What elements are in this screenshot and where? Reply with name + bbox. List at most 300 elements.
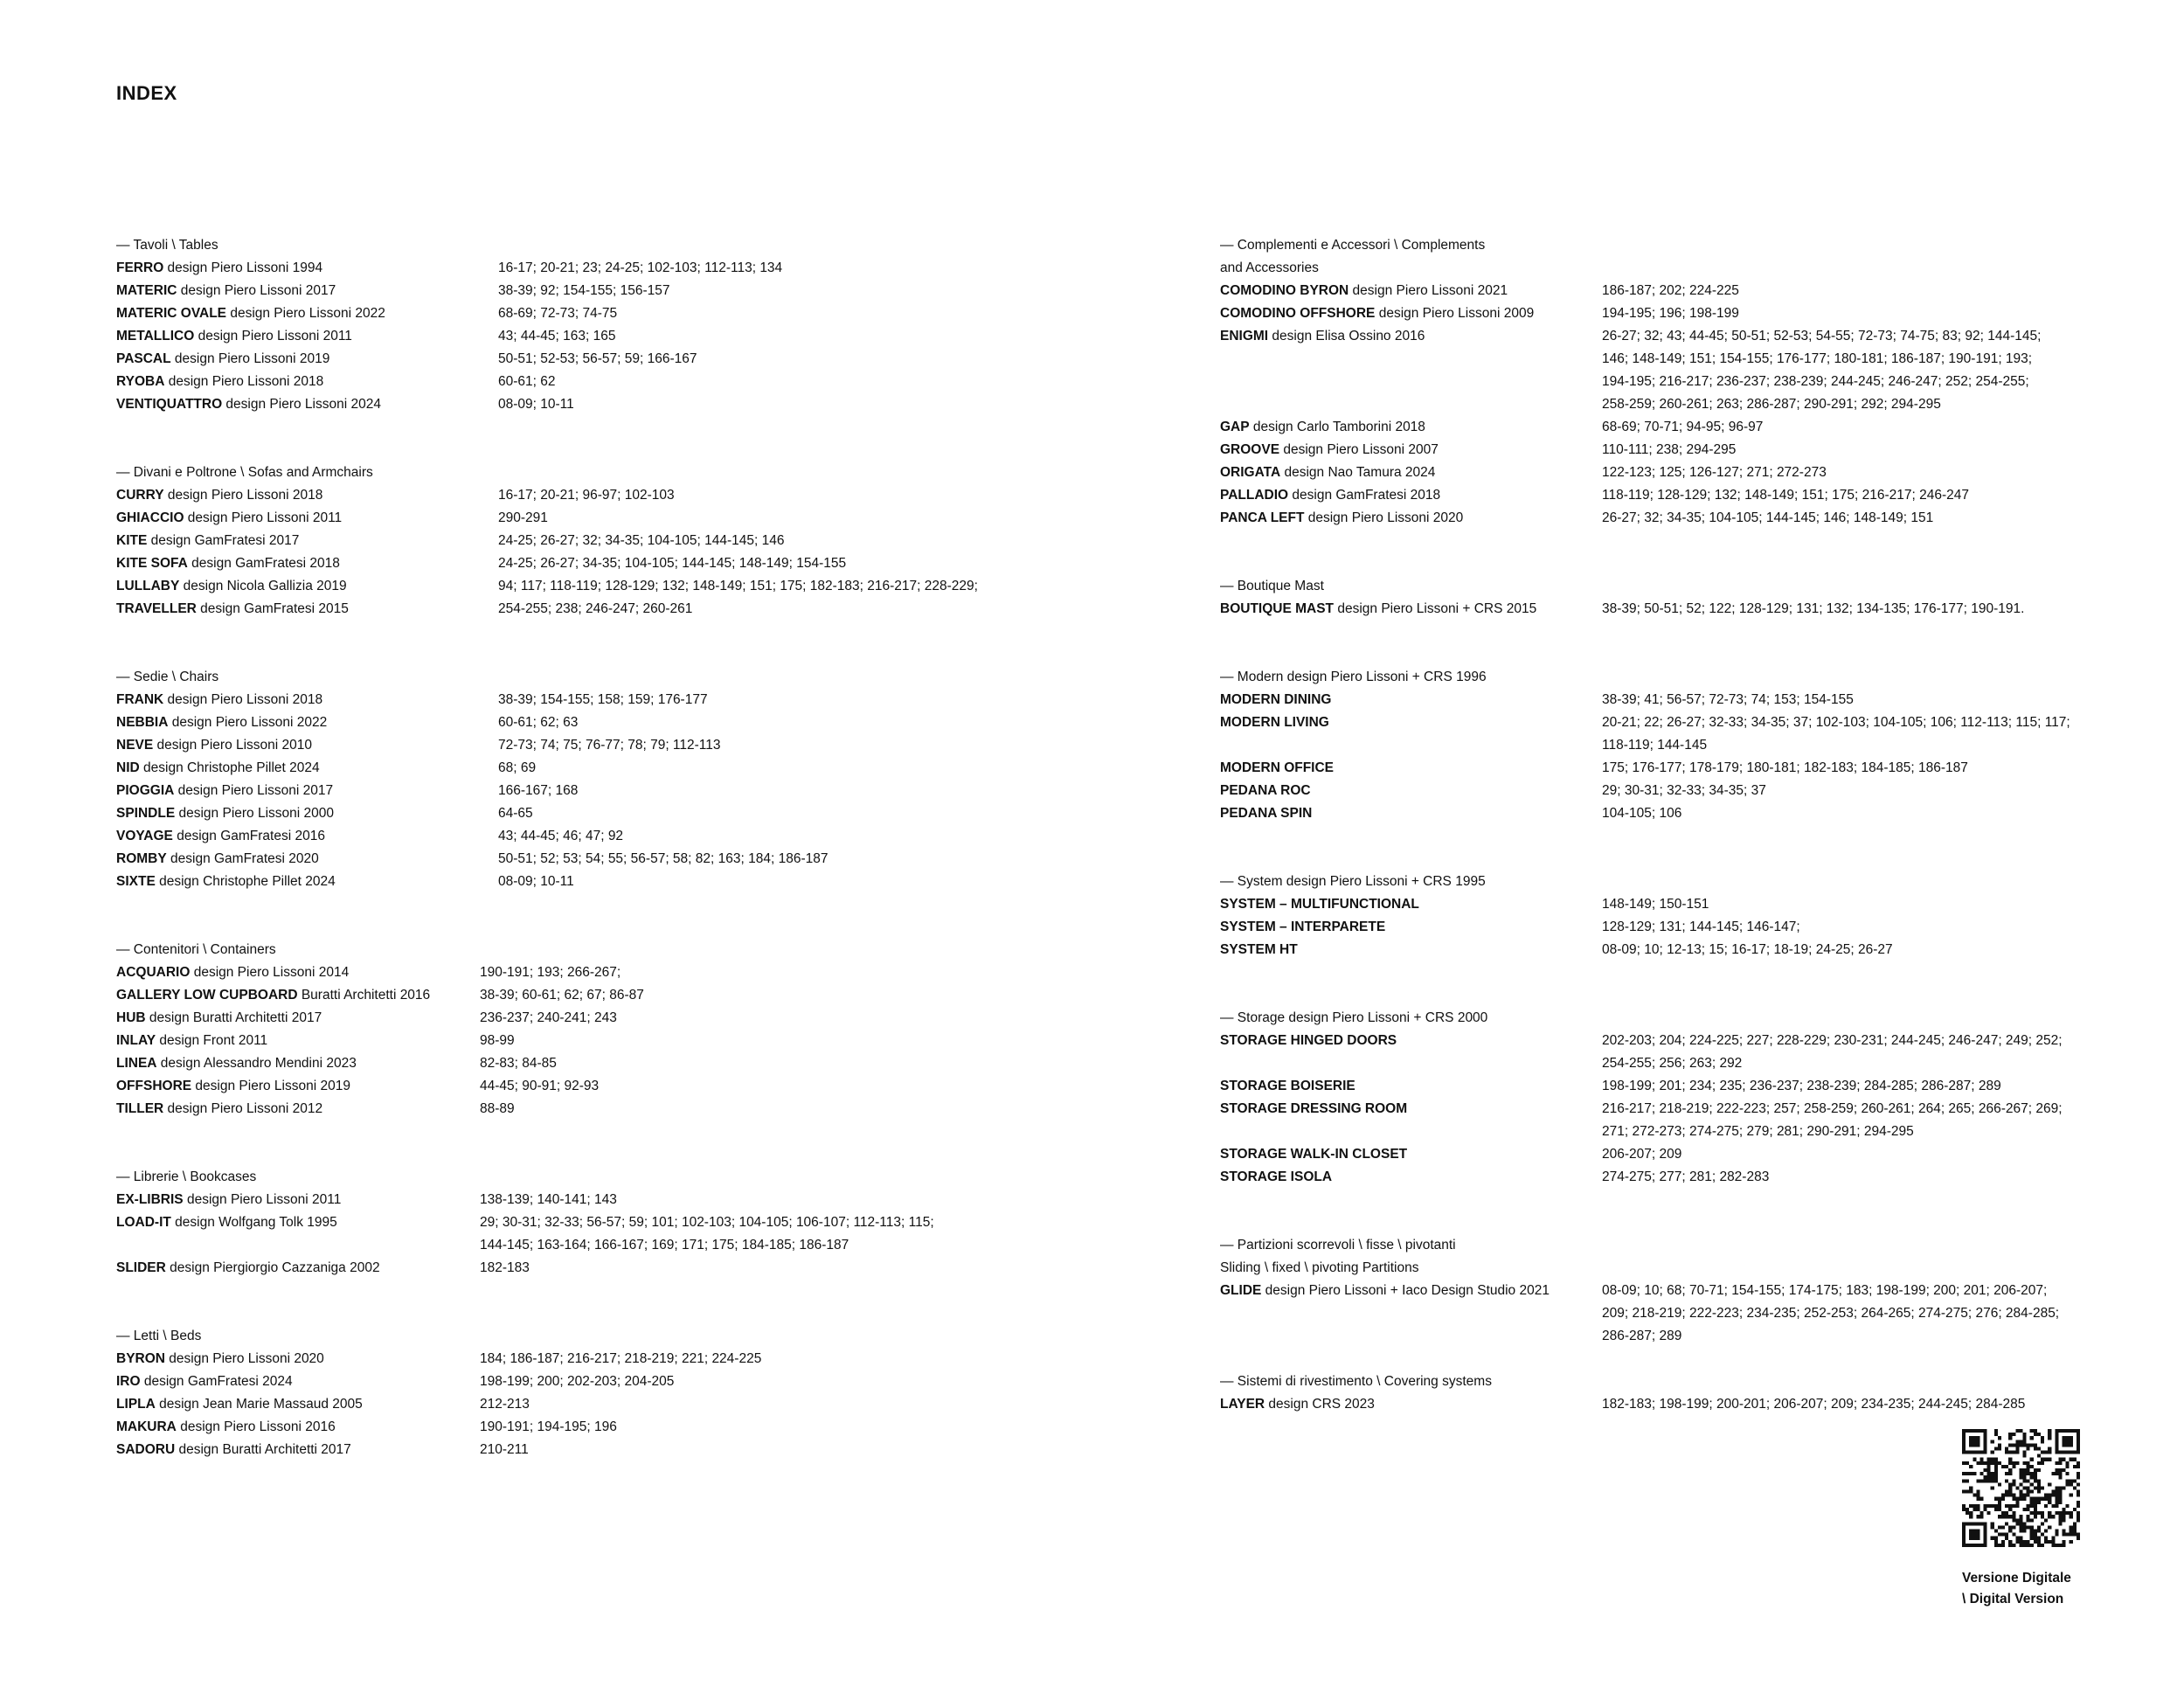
- page-numbers: 175; 176-177; 178-179; 180-181; 182-183; 184-185; 186-187: [1602, 760, 1968, 775]
- product-name: ROMBY: [116, 851, 167, 866]
- index-entry-enigmi: [1220, 325, 2129, 416]
- entry-product: [1220, 1280, 1602, 1348]
- product-name: PALLADIO: [1220, 488, 1289, 503]
- index-entry-linea: [116, 1052, 1025, 1075]
- index-section: [1220, 575, 2129, 621]
- index-entry-inlay: [116, 1030, 1025, 1052]
- product-name: LINEA: [116, 1056, 157, 1071]
- entry-product: [116, 1370, 480, 1393]
- entry-product: [116, 1257, 480, 1280]
- entry-product: [116, 1348, 480, 1370]
- page-numbers: 68-69; 72-73; 74-75: [498, 306, 618, 321]
- product-name: SIXTE: [116, 874, 156, 889]
- product-designer: design Christophe Pillet 2024: [139, 760, 320, 775]
- entry-product: [116, 780, 498, 802]
- index-entry-byron: [116, 1348, 1025, 1370]
- index-entry-tiller: [116, 1098, 1025, 1121]
- index-entry-pioggia: [116, 780, 1025, 802]
- product-designer: design Piero Lissoni 1994: [163, 260, 323, 275]
- entry-product: [1220, 780, 1602, 802]
- entry-product: [1220, 1143, 1602, 1166]
- index-entry-ryoba: [116, 371, 1025, 393]
- entry-product: [1220, 939, 1602, 961]
- index-entry-romby: [116, 848, 1025, 871]
- section-heading: — Librerie \ Bookcases: [116, 1169, 257, 1184]
- product-designer: design Piero Lissoni 2022: [168, 715, 328, 730]
- product-name: GHIACCIO: [116, 510, 184, 525]
- page-numbers: 128-129; 131; 144-145; 146-147;: [1602, 919, 1800, 934]
- product-name: METALLICO: [116, 329, 195, 343]
- product-name: ORIGATA: [1220, 465, 1281, 480]
- product-name: GLIDE: [1220, 1283, 1262, 1298]
- product-designer: design Piero Lissoni 2018: [164, 374, 324, 389]
- page-numbers: 60-61; 62; 63: [498, 715, 579, 730]
- product-designer: design Piero Lissoni 2019: [170, 351, 330, 366]
- entry-product: [116, 484, 498, 507]
- entry-product: [1220, 461, 1602, 484]
- index-entry-layer: [1220, 1393, 2129, 1416]
- index-entry-curry: [116, 484, 1025, 507]
- product-designer: design GamFratesi 2018: [1288, 488, 1441, 503]
- entry-product: [116, 1393, 480, 1416]
- product-designer: design Piero Lissoni 2018: [163, 692, 323, 707]
- entry-product: [116, 371, 498, 393]
- product-designer: design Piero Lissoni 2024: [222, 397, 381, 412]
- product-name: HUB: [116, 1010, 146, 1025]
- section-heading: — Boutique Mast: [1220, 579, 1324, 593]
- index-entry-storage-walk-in-closet: [1220, 1143, 2129, 1166]
- entry-product: [116, 1189, 480, 1211]
- product-designer: design Piero Lissoni 2007: [1279, 442, 1439, 457]
- index-entry-pedana-spin: [1220, 802, 2129, 825]
- product-designer: design GamFratesi 2018: [187, 556, 340, 571]
- product-name: FRANK: [116, 692, 164, 707]
- entry-product: [116, 530, 498, 552]
- entry-product: [1220, 1030, 1602, 1075]
- digital-version-caption: Versione Digitale \ Digital Version: [1962, 1571, 2071, 1606]
- index-section: [116, 461, 1025, 621]
- index-section: [1220, 1370, 2129, 1416]
- index-entry-modern-office: [1220, 757, 2129, 780]
- product-designer: design GamFratesi 2017: [147, 533, 300, 548]
- product-name: PASCAL: [116, 351, 171, 366]
- product-name: PANCA LEFT: [1220, 510, 1305, 525]
- entry-product: [116, 598, 498, 621]
- page-numbers: 38-39; 92; 154-155; 156-157: [498, 283, 670, 298]
- page-numbers: 206-207; 209: [1602, 1147, 1682, 1162]
- page-numbers: 182-183; 198-199; 200-201; 206-207; 209; 234-235; 244-245; 284-285: [1602, 1397, 2026, 1412]
- product-name: STORAGE DRESSING ROOM: [1220, 1101, 1408, 1116]
- product-name: PEDANA ROC: [1220, 783, 1311, 798]
- product-designer: design Elisa Ossino 2016: [1268, 329, 1425, 343]
- entry-product: [116, 1098, 480, 1121]
- entry-product: [1220, 711, 1602, 757]
- page-numbers: 198-199; 200; 202-203; 204-205: [480, 1374, 675, 1389]
- entry-product: [1220, 484, 1602, 507]
- page-numbers: 104-105; 106: [1602, 806, 1682, 821]
- index-section: [116, 1166, 1025, 1280]
- product-name: VENTIQUATTRO: [116, 397, 223, 412]
- product-designer: design Piero Lissoni + Iaco Design Studio 2021: [1261, 1283, 1550, 1298]
- section-heading: — Partizioni scorrevoli \ fisse \ pivotanti Sliding \ fixed \ pivoting Partitions: [1220, 1238, 1456, 1275]
- qr-code-icon[interactable]: [1962, 1429, 2080, 1547]
- product-name: GAP: [1220, 420, 1250, 434]
- entry-product: [116, 552, 498, 575]
- product-designer: design Buratti Architetti 2017: [145, 1010, 322, 1025]
- page-numbers: 118-119; 128-129; 132; 148-149; 151; 175; 216-217; 246-247: [1602, 488, 1969, 503]
- entry-product: [116, 280, 498, 302]
- entry-product: [1220, 1166, 1602, 1189]
- entry-product: [116, 984, 480, 1007]
- page-numbers: 24-25; 26-27; 32; 34-35; 104-105; 144-145; 146: [498, 533, 785, 548]
- product-name: STORAGE ISOLA: [1220, 1169, 1333, 1184]
- product-name: SYSTEM – MULTIFUNCTIONAL: [1220, 897, 1419, 912]
- product-name: SYSTEM – INTERPARETE: [1220, 919, 1386, 934]
- product-designer: design GamFratesi 2020: [166, 851, 319, 866]
- page-numbers: 08-09; 10; 12-13; 15; 16-17; 18-19; 24-25; 26-27: [1602, 942, 1893, 957]
- product-name: SPINDLE: [116, 806, 176, 821]
- page-numbers: 254-255; 238; 246-247; 260-261: [498, 601, 693, 616]
- index-section: [116, 939, 1025, 1121]
- product-designer: design CRS 2023: [1265, 1397, 1375, 1412]
- product-designer: design Nicola Gallizia 2019: [179, 579, 347, 593]
- product-name: SYSTEM HT: [1220, 942, 1298, 957]
- page-numbers: 16-17; 20-21; 23; 24-25; 102-103; 112-113; 134: [498, 260, 783, 275]
- index-entry-modern-dining: [1220, 689, 2129, 711]
- index-entry-system-multifunctional: [1220, 893, 2129, 916]
- index-entry-gap: [1220, 416, 2129, 439]
- page-numbers: 43; 44-45; 163; 165: [498, 329, 616, 343]
- page-numbers: 50-51; 52-53; 56-57; 59; 166-167: [498, 351, 697, 366]
- page-numbers: 72-73; 74; 75; 76-77; 78; 79; 112-113: [498, 738, 721, 753]
- page-title: INDEX: [116, 82, 177, 104]
- product-name: KITE: [116, 533, 148, 548]
- product-name: STORAGE HINGED DOORS: [1220, 1033, 1397, 1048]
- index-section: [116, 666, 1025, 893]
- product-designer: design Piero Lissoni 2018: [163, 488, 323, 503]
- index-entry-kite-sofa: [116, 552, 1025, 575]
- product-name: MODERN LIVING: [1220, 715, 1329, 730]
- product-name: LULLABY: [116, 579, 180, 593]
- product-name: MODERN DINING: [1220, 692, 1332, 707]
- product-designer: design Piero Lissoni 2010: [153, 738, 313, 753]
- entry-product: [116, 1007, 480, 1030]
- entry-product: [1220, 325, 1602, 416]
- product-designer: design Jean Marie Massaud 2005: [155, 1397, 363, 1412]
- product-name: PIOGGIA: [116, 783, 175, 798]
- page-numbers: 26-27; 32; 43; 44-45; 50-51; 52-53; 54-55; 72-73; 74-75; 83; 92; 144-145; 146; 148-149; 151; 154-155; 176-177; 180-181; 186-187; 190-191; 193; 194-195; 216-217; 236-237; 238-239; 244-245; 246-247; 252; 254-255; 258-259; 260-261; 263; 286-287; 290-291; 292; 294-295: [1602, 329, 2042, 412]
- index-entry-kite: [116, 530, 1025, 552]
- page-numbers: 29; 30-31; 32-33; 34-35; 37: [1602, 783, 1766, 798]
- product-name: RYOBA: [116, 374, 165, 389]
- page-numbers: 202-203; 204; 224-225; 227; 228-229; 230-231; 244-245; 246-247; 249; 252; 254-255; 256; 263; 292: [1602, 1033, 2063, 1071]
- index-entry-pedana-roc: [1220, 780, 2129, 802]
- index-entry-lullaby: [116, 575, 1025, 598]
- product-name: BYRON: [116, 1351, 165, 1366]
- index-entry-frank: [116, 689, 1025, 711]
- index-entry-neve: [116, 734, 1025, 757]
- entry-product: [116, 734, 498, 757]
- index-section: [1220, 234, 2129, 530]
- entry-product: [1220, 916, 1602, 939]
- product-designer: design Piero Lissoni 2019: [191, 1079, 350, 1093]
- entry-product: [116, 871, 498, 893]
- product-designer: design Piero Lissoni + CRS 2015: [1334, 601, 1537, 616]
- index-entry-iro: [116, 1370, 1025, 1393]
- page-numbers: 182-183: [480, 1260, 530, 1275]
- page-numbers: 26-27; 32; 34-35; 104-105; 144-145; 146; 148-149; 151: [1602, 510, 1934, 525]
- product-name: ACQUARIO: [116, 965, 191, 980]
- entry-product: [116, 1030, 480, 1052]
- product-name: ENIGMI: [1220, 329, 1269, 343]
- entry-product: [116, 348, 498, 371]
- product-name: STORAGE BOISERIE: [1220, 1079, 1355, 1093]
- product-designer: design Wolfgang Tolk 1995: [170, 1215, 337, 1230]
- product-name: MATERIC OVALE: [116, 306, 227, 321]
- digital-version-block: [1962, 1429, 2080, 1610]
- page-numbers: 44-45; 90-91; 92-93: [480, 1079, 600, 1093]
- index-entry-traveller: [116, 598, 1025, 621]
- index-section: [1220, 666, 2129, 825]
- product-designer: design Piero Lissoni 2011: [183, 1192, 342, 1207]
- product-name: FERRO: [116, 260, 164, 275]
- index-entry-hub: [116, 1007, 1025, 1030]
- index-entry-boutique-mast: [1220, 598, 2129, 621]
- product-name: SADORU: [116, 1442, 176, 1457]
- index-entry-sixte: [116, 871, 1025, 893]
- page-numbers: 29; 30-31; 32-33; 56-57; 59; 101; 102-103; 104-105; 106-107; 112-113; 115; 144-145; 163-164; 166-167; 169; 171; 175; 184-185; 186-187: [480, 1215, 934, 1252]
- index-entry-materic: [116, 280, 1025, 302]
- page-numbers: 08-09; 10; 68; 70-71; 154-155; 174-175; 183; 198-199; 200; 201; 206-207; 209; 218-219; 222-223; 234-235; 252-253; 264-265; 274-275; 276; 284-285; 286-287; 289: [1602, 1283, 2060, 1343]
- page-numbers: 186-187; 202; 224-225: [1602, 283, 1739, 298]
- entry-product: [116, 575, 498, 598]
- index-section: [116, 234, 1025, 416]
- entry-product: [116, 848, 498, 871]
- index-entry-modern-living: [1220, 711, 2129, 757]
- entry-product: [1220, 1075, 1602, 1098]
- index-entry-spindle: [116, 802, 1025, 825]
- page-numbers: 94; 117; 118-119; 128-129; 132; 148-149; 151; 175; 182-183; 216-217; 228-229;: [498, 579, 978, 593]
- index-entry-storage-boiserie: [1220, 1075, 2129, 1098]
- entry-product: [1220, 893, 1602, 916]
- product-designer: design Buratti Architetti 2017: [175, 1442, 351, 1457]
- index-entry-slider: [116, 1257, 1025, 1280]
- page-numbers: 38-39; 154-155; 158; 159; 176-177: [498, 692, 708, 707]
- entry-product: [116, 507, 498, 530]
- index-entry-pascal: [116, 348, 1025, 371]
- index-entry-load-it: [116, 1211, 1025, 1257]
- entry-product: [1220, 507, 1602, 530]
- page-numbers: 20-21; 22; 26-27; 32-33; 34-35; 37; 102-103; 104-105; 106; 112-113; 115; 117; 118-119; 144-145: [1602, 715, 2070, 753]
- entry-product: [116, 325, 498, 348]
- product-designer: design Piergiorgio Cazzaniga 2002: [165, 1260, 380, 1275]
- index-column-right: [1220, 234, 2129, 1461]
- index-entry-palladio: [1220, 484, 2129, 507]
- product-name: PEDANA SPIN: [1220, 806, 1313, 821]
- index-entry-ventiquattro: [116, 393, 1025, 416]
- entry-product: [116, 825, 498, 848]
- index-entry-comodino-byron: [1220, 280, 2129, 302]
- product-name: GALLERY LOW CUPBOARD: [116, 988, 298, 1003]
- product-designer: design GamFratesi 2024: [140, 1374, 293, 1389]
- index-entry-ghiaccio: [116, 507, 1025, 530]
- entry-product: [116, 711, 498, 734]
- index-entry-offshore: [116, 1075, 1025, 1098]
- entry-product: [116, 302, 498, 325]
- page-numbers: 290-291: [498, 510, 548, 525]
- product-name: KITE SOFA: [116, 556, 188, 571]
- index-entry-acquario: [116, 961, 1025, 984]
- index-entry-panca-left: [1220, 507, 2129, 530]
- page-numbers: 166-167; 168: [498, 783, 579, 798]
- page-numbers: 212-213: [480, 1397, 530, 1412]
- product-name: SLIDER: [116, 1260, 166, 1275]
- product-name: MODERN OFFICE: [1220, 760, 1335, 775]
- product-name: NEVE: [116, 738, 154, 753]
- page-numbers: 08-09; 10-11: [498, 397, 574, 412]
- index-entry-origata: [1220, 461, 2129, 484]
- index-entry-metallico: [116, 325, 1025, 348]
- entry-product: [116, 1075, 480, 1098]
- product-name: MATERIC: [116, 283, 177, 298]
- page-numbers: 190-191; 193; 266-267;: [480, 965, 621, 980]
- index-entry-sadoru: [116, 1439, 1025, 1461]
- product-name: EX-LIBRIS: [116, 1192, 184, 1207]
- product-designer: design Piero Lissoni 2014: [190, 965, 350, 980]
- index-section: [1220, 871, 2129, 961]
- page-numbers: 08-09; 10-11: [498, 874, 574, 889]
- page-numbers: 122-123; 125; 126-127; 271; 272-273: [1602, 465, 1827, 480]
- product-designer: design Piero Lissoni 2016: [176, 1419, 336, 1434]
- index-entry-storage-dressing-room: [1220, 1098, 2129, 1143]
- page-numbers: 16-17; 20-21; 96-97; 102-103: [498, 488, 675, 503]
- page-numbers: 198-199; 201; 234; 235; 236-237; 238-239; 284-285; 286-287; 289: [1602, 1079, 2001, 1093]
- entry-product: [116, 961, 480, 984]
- page-numbers: 184; 186-187; 216-217; 218-219; 221; 224-225: [480, 1351, 762, 1366]
- index-entry-ferro: [116, 257, 1025, 280]
- section-heading: — System design Piero Lissoni + CRS 1995: [1220, 874, 1486, 889]
- product-name: VOYAGE: [116, 829, 173, 843]
- product-name: OFFSHORE: [116, 1079, 192, 1093]
- entry-product: [116, 757, 498, 780]
- entry-product: [1220, 439, 1602, 461]
- product-name: TILLER: [116, 1101, 164, 1116]
- page-numbers: 38-39; 41; 56-57; 72-73; 74; 153; 154-155: [1602, 692, 1854, 707]
- page-numbers: 64-65: [498, 806, 533, 821]
- index-entry-nebbia: [116, 711, 1025, 734]
- product-designer: design Nao Tamura 2024: [1280, 465, 1436, 480]
- product-name: MAKURA: [116, 1419, 177, 1434]
- product-designer: design Piero Lissoni 2012: [163, 1101, 323, 1116]
- entry-product: [1220, 280, 1602, 302]
- entry-product: [116, 1052, 480, 1075]
- index-entry-lipla: [116, 1393, 1025, 1416]
- entry-product: [1220, 598, 1602, 621]
- page-numbers: 138-139; 140-141; 143: [480, 1192, 617, 1207]
- page-numbers: 190-191; 194-195; 196: [480, 1419, 617, 1434]
- entry-product: [116, 257, 498, 280]
- product-name: INLAY: [116, 1033, 156, 1048]
- product-designer: design Carlo Tamborini 2018: [1249, 420, 1425, 434]
- page-numbers: 194-195; 196; 198-199: [1602, 306, 1739, 321]
- page-numbers: 148-149; 150-151: [1602, 897, 1709, 912]
- entry-product: [1220, 1098, 1602, 1143]
- index-entry-nid: [116, 757, 1025, 780]
- product-designer: design Piero Lissoni 2017: [174, 783, 334, 798]
- page-numbers: 60-61; 62: [498, 374, 556, 389]
- section-heading: — Divani e Poltrone \ Sofas and Armchairs: [116, 465, 373, 480]
- index-entry-storage-hinged-doors: [1220, 1030, 2129, 1075]
- product-designer: design Piero Lissoni 2020: [164, 1351, 324, 1366]
- index-entry-comodino-offshore: [1220, 302, 2129, 325]
- product-designer: design GamFratesi 2015: [196, 601, 349, 616]
- page-numbers: 38-39; 60-61; 62; 67; 86-87: [480, 988, 644, 1003]
- product-designer: design Piero Lissoni 2021: [1349, 283, 1508, 298]
- index-entry-glide: [1220, 1280, 2129, 1348]
- entry-product: [116, 1416, 480, 1439]
- page-numbers: 38-39; 50-51; 52; 122; 128-129; 131; 132; 134-135; 176-177; 190-191.: [1602, 601, 2025, 616]
- entry-product: [1220, 1393, 1602, 1416]
- entry-product: [116, 393, 498, 416]
- index-entry-groove: [1220, 439, 2129, 461]
- section-heading: — Modern design Piero Lissoni + CRS 1996: [1220, 670, 1487, 684]
- product-name: NEBBIA: [116, 715, 169, 730]
- page-numbers: 274-275; 277; 281; 282-283: [1602, 1169, 1770, 1184]
- product-name: COMODINO OFFSHORE: [1220, 306, 1376, 321]
- product-designer: design Piero Lissoni 2011: [194, 329, 352, 343]
- section-heading: — Letti \ Beds: [116, 1329, 202, 1343]
- product-name: TRAVELLER: [116, 601, 197, 616]
- index-entry-system-interparete: [1220, 916, 2129, 939]
- product-designer: design Piero Lissoni 2000: [175, 806, 335, 821]
- product-designer: design Piero Lissoni 2011: [184, 510, 343, 525]
- product-name: BOUTIQUE MAST: [1220, 601, 1335, 616]
- index-entry-ex-libris: [116, 1189, 1025, 1211]
- index-section: [1220, 1234, 2129, 1348]
- product-designer: design GamFratesi 2016: [172, 829, 325, 843]
- page-numbers: 216-217; 218-219; 222-223; 257; 258-259; 260-261; 264; 265; 266-267; 269; 271; 272-273; 274-275; 279; 281; 290-291; 294-295: [1602, 1101, 2063, 1139]
- index-entry-voyage: [116, 825, 1025, 848]
- product-name: COMODINO BYRON: [1220, 283, 1349, 298]
- page-numbers: 68-69; 70-71; 94-95; 96-97: [1602, 420, 1764, 434]
- section-heading: — Complementi e Accessori \ Complements and Accessories: [1220, 238, 1486, 275]
- entry-product: [116, 1211, 480, 1257]
- product-name: GROOVE: [1220, 442, 1280, 457]
- section-heading: — Tavoli \ Tables: [116, 238, 218, 253]
- section-heading: — Sedie \ Chairs: [116, 670, 219, 684]
- product-designer: design Christophe Pillet 2024: [155, 874, 336, 889]
- index-section: [116, 1325, 1025, 1461]
- index-entry-system-ht: [1220, 939, 2129, 961]
- index-entry-gallery-low-cupboard: [116, 984, 1025, 1007]
- index-entry-materic-ovale: [116, 302, 1025, 325]
- product-name: CURRY: [116, 488, 164, 503]
- entry-product: [1220, 802, 1602, 825]
- product-name: LOAD-IT: [116, 1215, 171, 1230]
- product-name: LAYER: [1220, 1397, 1265, 1412]
- product-designer: design Piero Lissoni 2017: [177, 283, 336, 298]
- index-section: [1220, 1007, 2129, 1189]
- product-designer: design Front 2011: [156, 1033, 268, 1048]
- page-numbers: 50-51; 52; 53; 54; 55; 56-57; 58; 82; 163; 184; 186-187: [498, 851, 829, 866]
- page-numbers: 24-25; 26-27; 34-35; 104-105; 144-145; 148-149; 154-155: [498, 556, 847, 571]
- entry-product: [116, 1439, 480, 1461]
- entry-product: [116, 689, 498, 711]
- entry-product: [1220, 757, 1602, 780]
- index-entry-storage-isola: [1220, 1166, 2129, 1189]
- product-designer: design Piero Lissoni 2022: [226, 306, 385, 321]
- page-numbers: 43; 44-45; 46; 47; 92: [498, 829, 624, 843]
